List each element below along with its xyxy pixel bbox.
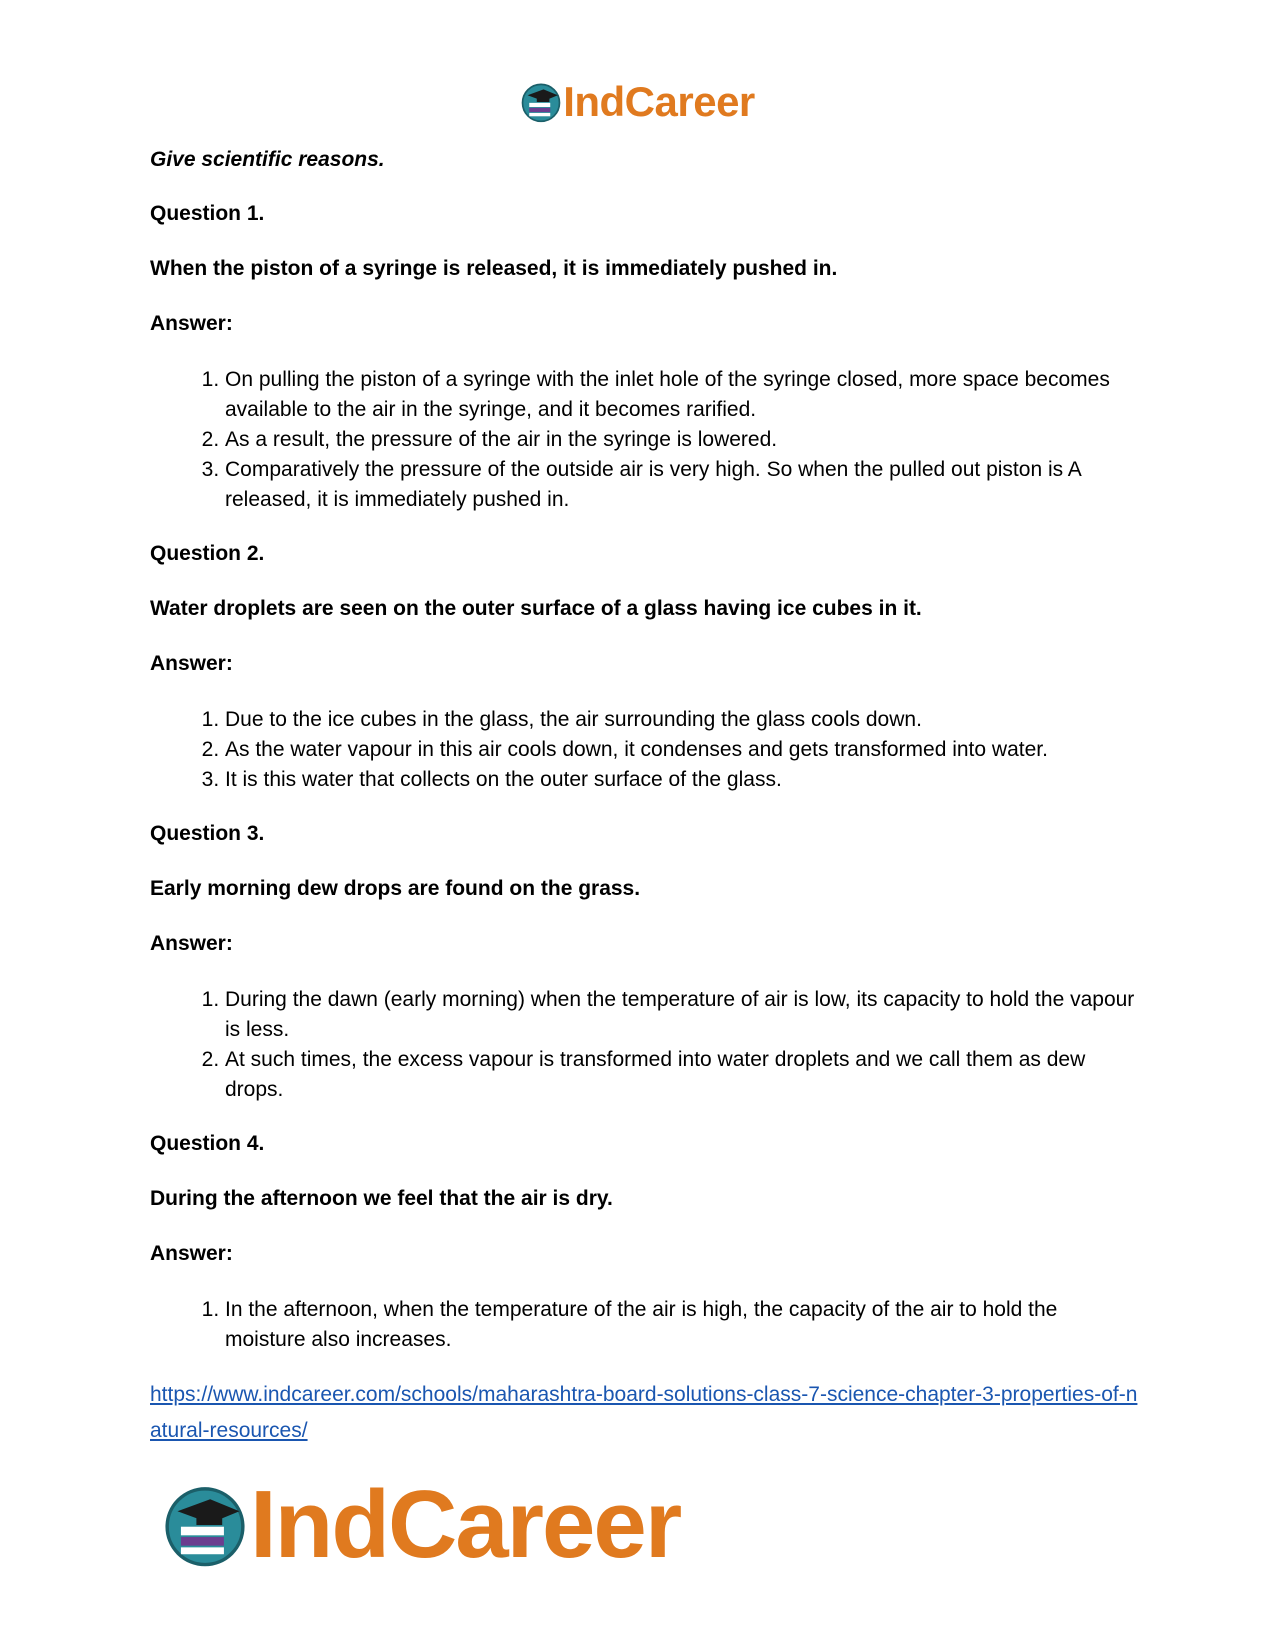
- question-list: [150, 200, 1140, 1355]
- question-block: [150, 540, 1140, 795]
- answer-label: Answer:: [150, 652, 233, 675]
- footer-logo: [162, 1470, 680, 1580]
- question-title: Question 3.: [150, 822, 265, 845]
- intro-heading: Give scientific reasons.: [150, 148, 385, 171]
- answer-list: [150, 705, 1140, 795]
- question-text: During the afternoon we feel that the air is dry.: [150, 1187, 613, 1210]
- answer-item: 3. It is this water that collects on the outer surface of the glass.: [225, 765, 1140, 795]
- question-text: When the piston of a syringe is released, it is immediately pushed in.: [150, 257, 838, 280]
- answer-item: 1. On pulling the piston of a syringe with the inlet hole of the syringe closed, more space becomes available to the air in the syringe, and it becomes rarified.: [225, 365, 1140, 425]
- answer-label: Answer:: [150, 1242, 233, 1265]
- answer-item: 2. At such times, the excess vapour is transformed into water droplets and we call them as dew drops.: [225, 1045, 1140, 1105]
- header-logo: [0, 78, 1275, 126]
- answer-label: Answer:: [150, 312, 233, 335]
- question-text: Early morning dew drops are found on the grass.: [150, 877, 641, 900]
- question-title: Question 1.: [150, 202, 265, 225]
- brand-name: IndCareer: [563, 78, 755, 125]
- answer-item: 2. As a result, the pressure of the air in the syringe is lowered.: [225, 425, 1140, 455]
- answer-list: [150, 985, 1140, 1105]
- question-title: Question 4.: [150, 1132, 265, 1155]
- brand-name: IndCareer: [250, 1471, 681, 1578]
- question-block: [150, 820, 1140, 1105]
- answer-item: 1. Due to the ice cubes in the glass, the air surrounding the glass cools down.: [225, 705, 1140, 735]
- document-body: [150, 145, 1140, 1449]
- question-block: [150, 1130, 1140, 1355]
- answer-label: Answer:: [150, 932, 233, 955]
- graduation-cap-globe-icon: [520, 81, 562, 123]
- answer-item: 1. In the afternoon, when the temperature of the air is high, the capacity of the air to hold the moisture also increases.: [225, 1295, 1140, 1355]
- question-text: Water droplets are seen on the outer surface of a glass having ice cubes in it.: [150, 597, 922, 620]
- question-block: [150, 200, 1140, 515]
- answer-list: [150, 365, 1140, 515]
- answer-item: 2. As the water vapour in this air cools down, it condenses and gets transformed into water.: [225, 735, 1140, 765]
- question-title: Question 2.: [150, 542, 265, 565]
- answer-list: [150, 1295, 1140, 1355]
- answer-item: 3. Comparatively the pressure of the outside air is very high. So when the pulled out piston is A released, it is immediately pushed in.: [225, 455, 1140, 515]
- graduation-cap-globe-icon: [162, 1482, 248, 1568]
- source-link[interactable]: https://www.indcareer.com/schools/maharashtra-board-solutions-class-7-science-chapter-3-properties-of-natural-resources/: [150, 1383, 1138, 1442]
- answer-item: 1. During the dawn (early morning) when the temperature of air is low, its capacity to hold the vapour is less.: [225, 985, 1140, 1045]
